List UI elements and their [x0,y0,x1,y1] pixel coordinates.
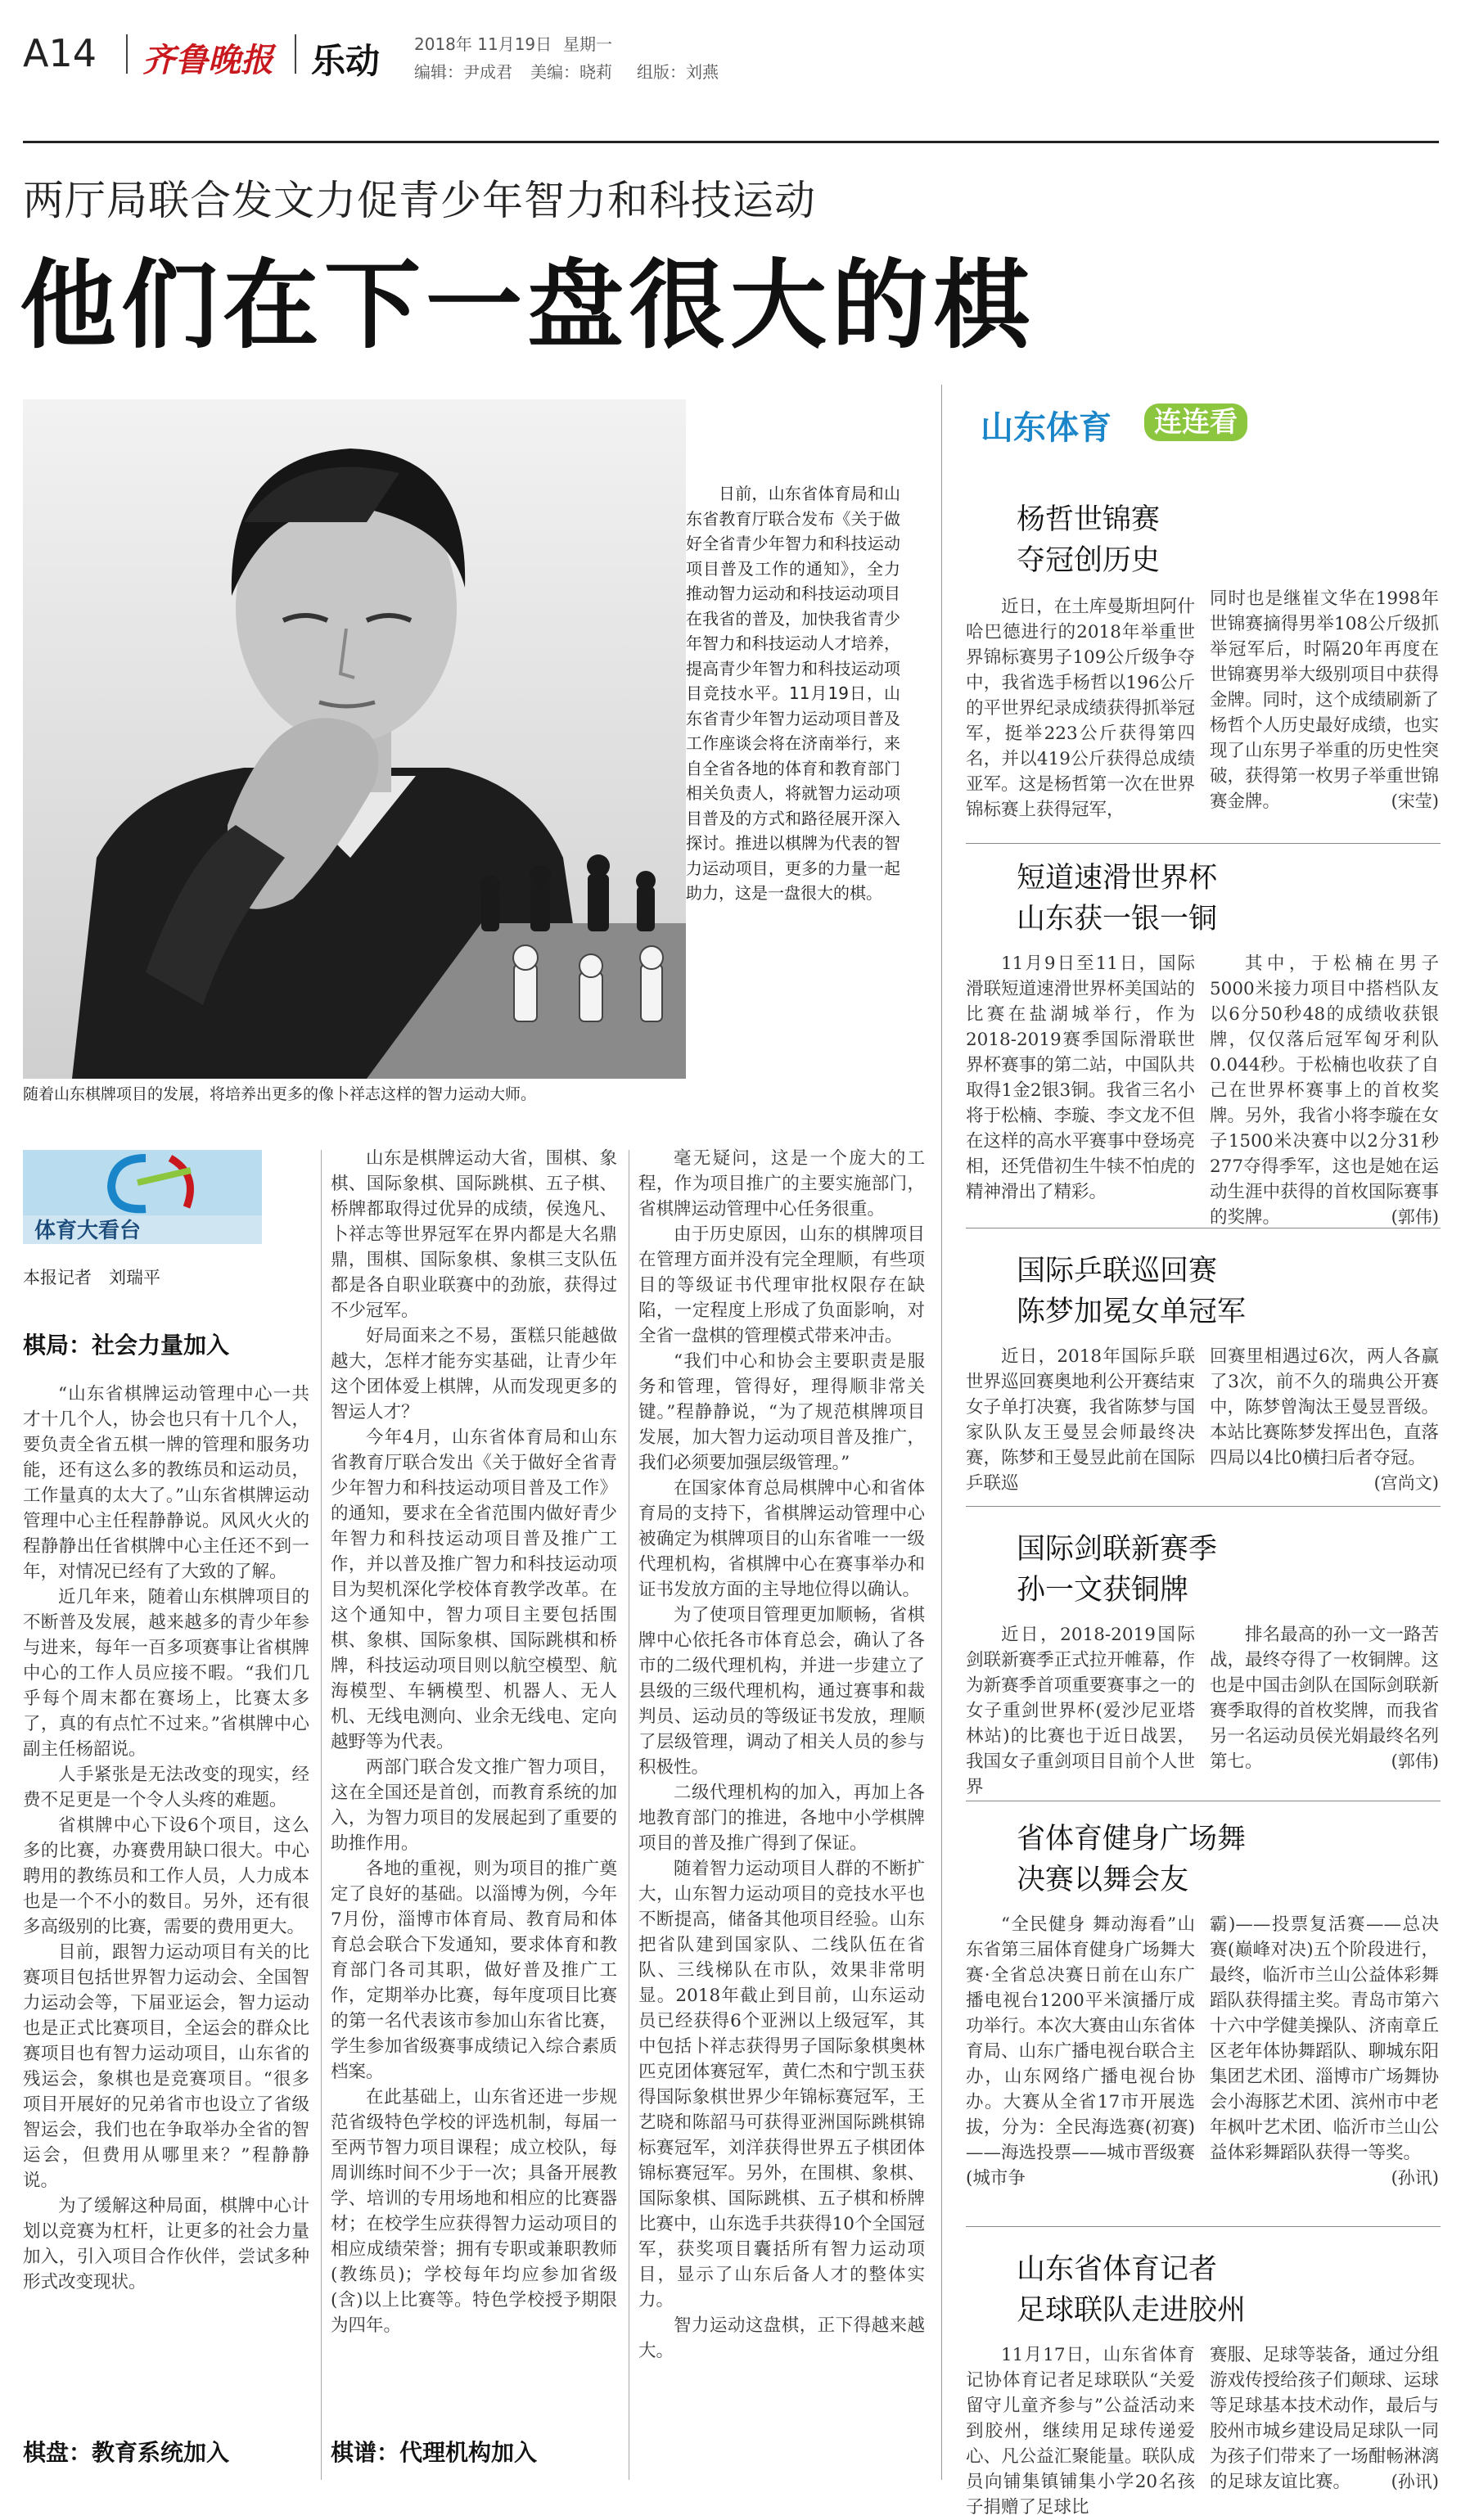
issue-weekday: 星期一 [563,34,612,54]
news-photo [23,399,686,1079]
sidebar-logo-text: 山东体育 [981,409,1112,447]
paragraph: 好局面来之不易，蛋糕只能越做越大，怎样才能夯实基础，让青少年这个团体爱上棋牌，从而发现更多的智运人才？ [331,1326,617,1422]
article-column-3 [638,1146,925,2488]
art-editor-credit: 美编：晓莉 [530,62,612,82]
paragraph: 各地的重视，则为项目的推广奠定了良好的基础。以淄博为例，今年7月份，淄博市体育局、教育局和体育总会联合下发通知，要求体育和教育部门各司其职，做好普及推广工作，定期举办比赛，每年度项目比赛的第一名代表该市参加山东省比赛，学生参加省级赛事成绩记入综合素质档案。 [331,1859,617,2082]
item-text-right [1210,1344,1439,1499]
paragraph: 今年4月，山东省体育局和山东省教育厅联合发出《关于做好全省青少年智力和科技运动项目普及工作》的通知，要求在全省范围内做好青少年智力和科技运动项目普及推广工作，并以普及推广智力和科技运动项目为契机深化学校体育教学改革。在这个通知中，智力项目主要包括围棋、象棋、国际象棋、国际跳棋和桥牌，科技运动项目则以航空模型、航海模型、车辆模型、机器人、无人机、无线电测向、业余无线电、定向越野等为代表。 [331,1427,617,1752]
item-text-right [1210,951,1439,1228]
sidebar-item [966,850,1441,1228]
sidebar-logo-tag: 连连看 [1144,403,1247,441]
item-credit: (孙讯) [1391,2472,1439,2491]
paragraph: “我们中心和协会主要职责是服务和管理，管得好，理得顺非常关键。”程静静说，“为了规范棋牌项目发展，加大智力运动项目普及推广，我们必须要加强层级管理。” [638,1351,925,1473]
item-text: 赛服、足球等装备，通过分组游戏传授给孩子们颠球、运球等足球基本技术动作，最后与胶州市城乡建设局足球队一同为孩子们带来了一场酣畅淋漓的足球友谊比赛。 [1210,2345,1439,2492]
item-text: 回赛里相遇过6次，两人各赢了3次，前不久的瑞典公开赛中，陈梦曾淘汰王曼昱晋级。本站比赛陈梦发挥出色，直落四局以4比0横扫后者夺冠。 [1210,1346,1439,1468]
sidebar-item [966,489,1441,837]
paragraph: 两部门联合发文推广智力项目，这在全国还是首创，而教育系统的加入，为智力项目的发展起到了重要的助推作用。 [331,1757,617,1854]
chess-player-illustration [23,399,686,1079]
main-headline: 他们在下一盘很大的棋 [20,249,1035,362]
masthead [23,23,1439,88]
paragraph: 随着智力运动项目人群的不断扩大，山东智力运动项目的竞技水平也不断提高，储备其他项目经验。山东把省队建到国家队、二线队伍在省队、三线梯队在市队，效果非常明显。2018年截止到目前，山东运动员已经获得6个亚洲以上级冠军，其中包括卜祥志获得男子国际象棋奥林匹克团体赛冠军，黄仁杰和宁凯玉获得国际象棋世界少年锦标赛冠军，王艺晓和陈韶马可获得亚洲国际跳棋锦标赛冠军，刘洋获得世界五子棋团体锦标赛冠军。另外，在围棋、象棋、国际象棋、国际跳棋、五子棋和桥牌比赛中，山东选手共获得10个全国冠军，获奖项目囊括所有智力运动项目，显示了山东后备人才的整体实力。 [638,1859,925,2310]
item-text: 其中，于松楠在男子5000米接力项目中搭档队友以6分50秒48的成绩收获银牌，仅仅落后冠军匈牙利队0.044秒。于松楠也收获了自己在世界杯赛事上的首枚奖牌。另外，我省小将李璇在女子1500米决赛中以2分31秒277夺得季军，这也是她在运动生涯中获得的首枚国际赛事的奖牌。 [1210,953,1439,1228]
item-text-left: 11月9日至11日，国际滑联短道速滑世界杯美国站的比赛在盐湖城举行，作为2018-2019赛季国际滑联世界杯赛事的第二站，中国队共取得1金2银3铜。我省三名小将于松楠、李璇、李文龙不但在这样的高水平赛事中登场亮相，还凭借初生牛犊不怕虎的精神滑出了精彩。 [966,953,1195,1202]
item-title [1017,858,1217,940]
item-text: 排名最高的孙一文一路苦战，最终夺得了一枚铜牌。这也是中国击剑队在国际剑联新赛季取得的首枚奖牌，而我省另一名运动员侯光娟最终名列第七。 [1210,1625,1439,1772]
item-credit: (宋莹) [1391,791,1439,811]
section-name: 乐动 [311,41,381,81]
item-text-left: “全民健身 舞动海看”山东省第三届体育健身广场舞大赛·全省总决赛日前在山东广播电视台1200平米演播厅成功举行。本次大赛由山东省体育局、山东广播电视台联合主办，山东网络广播电视台协办。大赛从全省17市开展选拔，分为：全民海选赛(初赛)——海选投票——城市晋级赛(城市争 [966,1914,1195,2189]
paragraph: 在国家体育总局棋牌中心和省体育局的支持下，省棋牌运动管理中心被确定为棋牌项目的山东省唯一一级代理机构，省棋牌中心在赛事举办和证书发放方面的主导地位得以确认。 [638,1478,925,1600]
column-logo [23,1150,262,1244]
item-title [1017,499,1160,581]
item-credit: (郭伟) [1391,1207,1439,1227]
editor-credit: 编辑：尹成君 [414,62,512,82]
item-title-line: 夺冠创历史 [1017,544,1161,577]
item-text-left: 近日，2018-2019国际剑联新赛季正式拉开帷幕，作为新赛季首项重要赛事之一的女子重剑世界杯(爱沙尼亚塔林站)的比赛也于近日战罢，我国女子重剑项目目前个人世界 [966,1625,1195,1797]
header-rule [23,141,1439,143]
page-number: A14 [23,31,97,75]
photo-caption: 随着山东棋牌项目的发展，将培养出更多的像卜祥志这样的智力运动大师。 [23,1085,537,1103]
item-title-line: 国际剑联新赛季 [1017,1533,1218,1566]
column-logo-text: 体育大看台 [34,1219,142,1243]
paper-logo: 齐鲁晚报 [142,41,273,79]
item-text-right [1210,586,1439,832]
header-divider-2 [295,34,296,74]
item-text: 同时也是继崔文华在1998年世锦赛摘得男举108公斤级抓举冠军后，时隔20年再度在世锦赛男举大级别项目中获得金牌。同时，这个成绩刷新了杨哲个人历史最好成绩，也实现了山东男子举重的历史性突破，获得第一枚男子举重世锦赛金牌。 [1210,588,1439,812]
column-logo-graphic [23,1150,262,1215]
column-divider [321,1150,322,2480]
paragraph: 毫无疑问，这是一个庞大的工程，作为项目推广的主要实施部门，省棋牌运动管理中心任务很重。 [638,1148,925,1219]
article-column-1 [23,1382,309,2417]
col2-subhead-2: 棋谱：代理机构加入 [331,2439,538,2466]
item-title [1017,2249,1246,2331]
paragraph: 省棋牌中心下设6个项目，这么多的比赛，办赛费用缺口很大。中心聘用的教练员和工作人员，人力成本也是一个不小的数目。另外，还有很多高级别的比赛，需要的费用更大。 [23,1815,309,1937]
paragraph: 山东是棋牌运动大省，围棋、象棋、国际象棋、国际跳棋、五子棋、桥牌都取得过优异的成绩，侯逸凡、卜祥志等世界冠军在界内都是大名鼎鼎，围棋、国际象棋、象棋三支队伍都是各自职业联赛中的劲旅，获得过不少冠军。 [331,1148,617,1321]
item-title-line: 足球联队走进胶州 [1017,2294,1247,2327]
byline: 本报记者 刘瑞平 [23,1268,160,1287]
sidebar-rule [966,1506,1441,1507]
item-text-left: 近日，在土库曼斯坦阿什哈巴德进行的2018年举重世界锦标赛男子109公斤级争夺中，我省选手杨哲以196公斤的平世界纪录成绩获得抓举冠军，挺举223公斤获得第四名，并以419公斤获得总成绩亚军。这是杨哲第一次在世界锦标赛上获得冠军， [966,597,1195,820]
layout-editor-credit: 组版：刘燕 [637,62,719,82]
item-title-line: 孙一文获铜牌 [1017,1574,1189,1607]
col1-subhead-2: 棋盘：教育系统加入 [23,2439,230,2466]
item-title-line: 山东获一银一铜 [1017,903,1218,935]
item-title-line: 决赛以舞会友 [1017,1864,1189,1896]
item-text-left: 11月17日，山东省体育记协体育记者足球联队“关爱留守儿童齐参与”公益活动来到胶州，继续用足球传递爱心、凡公益汇聚能量。联队成员向铺集镇铺集小学20名孩子捐赠了足球比 [966,2345,1195,2518]
sidebar-logo [981,397,1252,456]
sidebar-item [966,1807,1441,2189]
item-title-line: 山东省体育记者 [1017,2253,1218,2286]
sidebar-rule [966,843,1441,844]
paragraph: 为了缓解这种局面，棋牌中心计划以竞赛为杠杆，让更多的社会力量加入，引入项目合作伙伴，尝试多种形式改变现状。 [23,2196,309,2292]
item-title-line: 杨哲世锦赛 [1017,503,1161,536]
paragraph: 目前，跟智力运动项目有关的比赛项目包括世界智力运动会、全国智力运动会等，下届亚运会，智力运动也是正式比赛项目，全运会的群众比赛项目也有智力运动项目，山东省的残运会，象棋也是竞赛项目。“很多项目开展好的兄弟省市也设立了省级智运会，我们也在争取举办全省的智运会，但费用从哪里来？”程静静说。 [23,1942,309,2191]
sidebar-divider [941,385,942,2480]
sidebar-rule [966,2226,1441,2227]
paragraph: 由于历史原因，山东的棋牌项目在管理方面并没有完全理顺，有些项目的等级证书代理审批权限存在缺陷，一定程度上形成了负面影响，对全省一盘棋的管理模式带来冲击。 [638,1224,925,1346]
paragraph: 近几年来，随着山东棋牌项目的不断普及发展，越来越多的青少年参与进来，每年一百多项赛事让省棋牌中心的工作人员应接不暇。“我们几乎每个周末都在赛场上，比赛太多了，真的有点忙不过来。”省棋牌中心副主任杨韶说。 [23,1587,309,1760]
item-text: 霸)——投票复活赛——总决赛(巅峰对决)五个阶段进行，最终，临沂市兰山公益体彩舞蹈队获得擂主奖。青岛市第六十六中学健美操队、济南章丘区老年体协舞蹈队、聊城东阳集团艺术团、淄博市广场舞协会小海豚艺术团、滨州市中老年枫叶艺术团、临沂市兰山公益体彩舞蹈队获得一等奖。 [1210,1914,1439,2163]
article-column-2 [331,1146,617,2414]
item-title-line: 国际乒联巡回赛 [1017,1255,1218,1287]
item-credit: (孙讯) [1391,2168,1439,2188]
item-text-left: 近日，2018年国际乒联世界巡回赛奥地利公开赛结束女子单打决赛，我省陈梦与国家队队友王曼昱会师最终决赛，陈梦和王曼昱此前在国际乒联巡 [966,1346,1195,1494]
sidebar-item [966,1234,1441,1492]
item-title [1017,1251,1246,1332]
paragraph: 二级代理机构的加入，再加上各地教育部门的推进，各地中小学棋牌项目的普及推广得到了保证。 [638,1783,925,1854]
kicker: 两厅局联合发文力促青少年智力和科技运动 [23,177,816,224]
col1-subhead: 棋局：社会力量加入 [23,1332,230,1359]
item-text-right [1210,1622,1439,1810]
item-credit: (宫尚文) [1373,1473,1439,1493]
paragraph: 智力运动这盘棋，正下得越来越大。 [638,2315,925,2361]
sidebar-item [966,1512,1441,1795]
issue-date: 2018年 11月19日 [414,34,552,54]
item-title-line: 省体育健身广场舞 [1017,1823,1247,1855]
lead-paragraph: 日前，山东省体育局和山东省教育厅联合发布《关于做好全省青少年智力和科技运动项目普及工作的通知》，全力推动智力运动和科技运动项目在我省的普及，加快我省青少年智力和科技运动人才培养，提高青少年智力和科技运动项目竞技水平。11月19日，山东省青少年智力运动项目普及工作座谈会将在济南举行，来自全省各地的体育和教育部门相关负责人，将就智力运动项目普及的方式和路径展开深入探讨。推进以棋牌为代表的智力运动项目，更多的力量一起助力，这是一盘很大的棋。 [686,484,900,903]
paragraph: 为了使项目管理更加顺畅，省棋牌中心依托各市体育总会，确认了各市的二级代理机构，并进一步建立了县级的三级代理机构，通过赛事和裁判员、运动员的等级证书发放，理顺了层级管理，调动了相关人员的参与积极性。 [638,1605,925,1778]
item-text-right [1210,1912,1439,2223]
item-title [1017,1819,1246,1900]
item-title-line: 陈梦加冕女单冠军 [1017,1296,1247,1328]
item-title-line: 短道速滑世界杯 [1017,862,1218,895]
paragraph: “山东省棋牌运动管理中心一共才十几个人，协会也只有十几个人，要负责全省五棋一牌的管理和服务功能，还有这么多的教练员和运动员，工作量真的太大了。”山东省棋牌运动管理中心主任程静静说。风风火火的程静静出任省棋牌中心主任还不到一年，对情况已经有了大致的了解。 [23,1384,309,1582]
item-text-right [1210,2342,1439,2503]
item-title [1017,1529,1217,1611]
sidebar-item [966,2233,1441,2518]
header-divider [126,34,128,74]
paragraph: 人手紧张是无法改变的现实，经费不足更是一个令人头疼的难题。 [23,1765,309,1810]
paragraph: 在此基础上，山东省还进一步规范省级特色学校的评选机制，每届一至两节智力项目课程；成立校队，每周训练时间不少于一次；具备开展教学、培训的专用场地和相应的比赛器材；在校学生应获得智力运动项目的相应成绩荣誉；拥有专职或兼职教师(教练员)；学校每年均应参加省级(含)以上比赛等。特色学校授予期限为四年。 [331,2087,617,2336]
item-credit: (郭伟) [1391,1751,1439,1771]
